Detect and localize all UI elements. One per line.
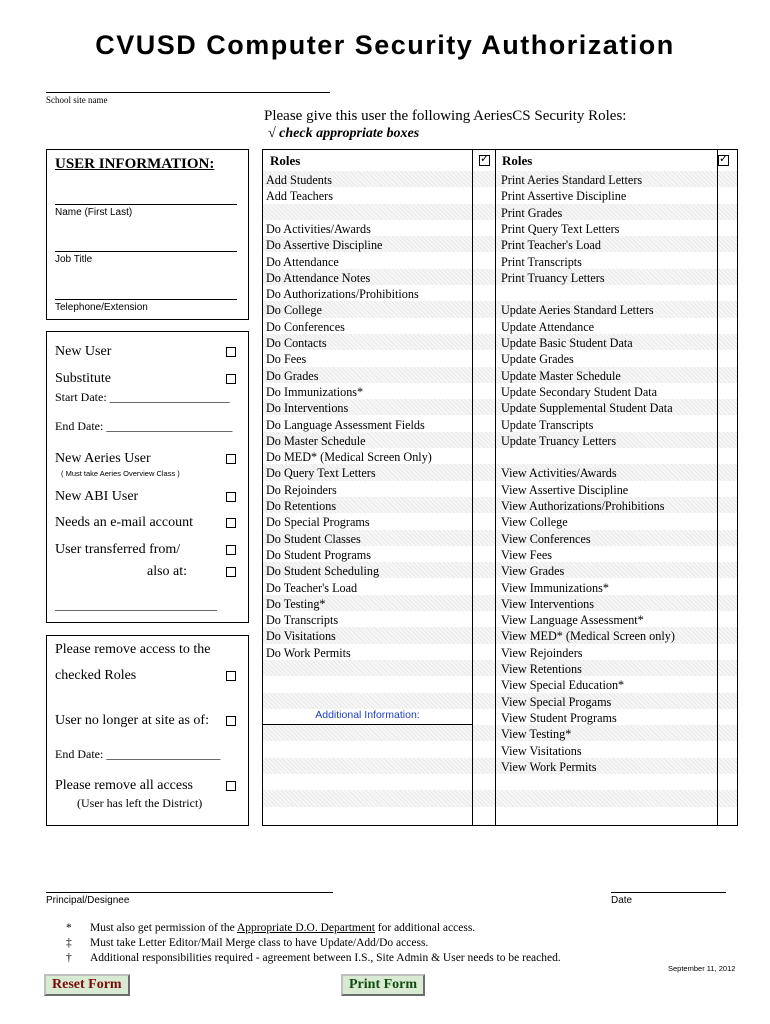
new-user-label: New User	[55, 344, 112, 359]
table-row-stripe	[263, 204, 737, 220]
roles-table	[262, 149, 738, 826]
role-item: Do Teacher's Load	[266, 580, 358, 595]
role-item: View Work Permits	[501, 759, 597, 774]
new-user-checkbox[interactable]	[226, 347, 236, 357]
role-item: Do Visitations	[266, 629, 336, 644]
school-site-label: School site name	[46, 95, 108, 105]
role-item: Update Basic Student Data	[501, 336, 633, 350]
role-item: Print Transcripts	[501, 254, 582, 269]
role-item: View Fees	[501, 547, 553, 562]
name-field[interactable]	[55, 204, 237, 205]
role-item: View College	[501, 515, 568, 530]
role-item: View Special Progams	[501, 694, 612, 709]
role-item: View Visitations	[501, 743, 582, 758]
do-department-link[interactable]: Appropriate D.O. Department	[236, 922, 375, 934]
role-item: Add Students	[266, 173, 333, 187]
new-abi-user-label: New ABI User	[55, 489, 139, 504]
role-item: Do Authorizations/Prohibitions	[266, 287, 419, 302]
role-item: Update Aeries Standard Letters	[501, 303, 654, 318]
no-longer-at-site-checkbox[interactable]	[226, 716, 236, 726]
remove-end-date-field[interactable]: End Date: ___________________	[55, 747, 221, 761]
additional-info-label: Additional Information:	[315, 709, 420, 721]
footnote: † Additional responsibilities required - agreement between I.S., Site Admin & User needs to be reached.	[66, 952, 561, 964]
roles-header-left: Roles	[270, 153, 301, 168]
role-item: Do Work Permits	[266, 645, 351, 660]
end-date-field[interactable]: End Date: _____________________	[55, 419, 233, 433]
role-item: Print Aeries Standard Letters	[501, 173, 643, 187]
role-item: View Assertive Discipline	[501, 482, 629, 497]
left-district-note: (User has left the District)	[77, 796, 203, 810]
roles-header-left-check-icon	[479, 155, 490, 166]
role-item: Do Student Classes	[266, 531, 361, 546]
role-item: Do Master Schedule	[266, 433, 366, 448]
role-item: View Retentions	[501, 662, 582, 676]
date-signature-field[interactable]	[611, 892, 726, 893]
role-item: Do Testing*	[266, 596, 326, 611]
telephone-field[interactable]	[55, 299, 237, 300]
role-item: Do Contacts	[266, 336, 327, 350]
print-form-button[interactable]: Print Form	[341, 974, 425, 996]
new-aeries-user-label: New Aeries User	[55, 451, 151, 466]
role-item: Do Conferences	[266, 319, 345, 334]
role-item: Update Secondary Student Data	[501, 384, 658, 399]
date-label: Date	[611, 895, 633, 906]
role-item: View Immunizations*	[501, 580, 609, 595]
substitute-label: Substitute	[55, 371, 112, 386]
role-item: Update Supplemental Student Data	[501, 401, 673, 416]
aeries-class-note: ( Must take Aeries Overview Class )	[61, 469, 180, 478]
transferred-from-checkbox[interactable]	[226, 545, 236, 555]
role-item: Print Assertive Discipline	[501, 189, 627, 204]
role-item: Do Attendance	[266, 254, 339, 269]
role-item: View Language Assessment*	[501, 613, 644, 628]
job-title-label: Job Title	[55, 254, 93, 265]
role-item: Update Transcripts	[501, 417, 594, 432]
principal-label: Principal/Designee	[46, 895, 130, 906]
instructions-line1: Please give this user the following AeriesCS Security Roles:	[264, 108, 627, 124]
revision-date: September 11, 2012	[668, 964, 736, 973]
reset-form-button[interactable]: Reset Form	[44, 974, 130, 996]
start-date-field[interactable]: Start Date: ____________________	[55, 390, 230, 404]
role-item: Do Immunizations*	[266, 384, 364, 399]
role-item: Do Activities/Awards	[266, 221, 371, 236]
user-info-heading: USER INFORMATION:	[55, 156, 215, 172]
roles-header-right-check-icon	[718, 155, 729, 166]
new-abi-user-checkbox[interactable]	[226, 492, 236, 502]
role-item: Update Grades	[501, 352, 574, 367]
role-item: Print Grades	[501, 205, 563, 220]
needs-email-checkbox[interactable]	[226, 518, 236, 528]
role-item: Do Grades	[266, 368, 319, 383]
user-info-box	[46, 149, 249, 320]
table-row-stripe	[263, 693, 737, 709]
page-title: CVUSD Computer Security Authorization	[95, 30, 675, 60]
remove-checked-roles-checkbox[interactable]	[226, 671, 236, 681]
role-item: Do Special Programs	[266, 515, 370, 530]
instructions-line2: √ check appropriate boxes	[268, 126, 420, 141]
substitute-checkbox[interactable]	[226, 374, 236, 384]
table-row-stripe	[263, 301, 737, 317]
needs-email-label: Needs an e-mail account	[55, 515, 193, 530]
telephone-label: Telephone/Extension	[55, 302, 148, 313]
role-item: Do Language Assessment Fields	[266, 417, 425, 432]
role-item: Do Transcripts	[266, 613, 339, 628]
remove-all-access-checkbox[interactable]	[226, 781, 236, 791]
also-at-label: also at:	[147, 564, 188, 579]
user-options-box	[46, 331, 249, 623]
role-item: Do Attendance Notes	[266, 270, 371, 285]
roles-header-right: Roles	[502, 153, 533, 168]
principal-signature-field[interactable]	[46, 892, 333, 893]
table-row-stripe	[263, 334, 737, 350]
table-row-stripe	[263, 595, 737, 611]
role-item: Print Truancy Letters	[501, 270, 605, 285]
remove-access-label-1: Please remove access to the	[55, 642, 211, 657]
table-row-stripe	[263, 725, 737, 741]
role-item: Update Truancy Letters	[501, 433, 617, 448]
role-item: Do College	[266, 303, 322, 318]
role-item: Do Fees	[266, 352, 307, 367]
role-item: View Interventions	[501, 596, 595, 611]
table-row-stripe	[263, 367, 737, 383]
also-at-checkbox[interactable]	[226, 567, 236, 577]
role-item: View Grades	[501, 564, 565, 579]
role-item: Print Teacher's Load	[501, 238, 601, 253]
role-item: View Authorizations/Prohibitions	[501, 499, 665, 513]
role-item: Do Rejoinders	[266, 482, 337, 497]
role-item: Print Query Text Letters	[501, 221, 620, 236]
remove-access-label-2: checked Roles	[55, 668, 137, 683]
role-item: Do Student Programs	[266, 547, 371, 562]
footnote: * Must also get permission of the Appropriate D.O. Department for additional access.	[66, 922, 476, 934]
role-item: Update Attendance	[501, 319, 595, 334]
no-longer-at-site-label: User no longer at site as of:	[55, 713, 209, 728]
job-title-field[interactable]	[55, 251, 237, 252]
table-row-stripe	[263, 758, 737, 774]
table-row-stripe	[263, 790, 737, 806]
role-item: View Activities/Awards	[501, 466, 617, 481]
role-item: View Rejoinders	[501, 645, 583, 660]
table-row-stripe	[263, 660, 737, 676]
role-item: View Student Programs	[501, 710, 617, 725]
role-item: Add Teachers	[266, 189, 333, 204]
school-site-field[interactable]	[46, 92, 330, 93]
role-item: Do Retentions	[266, 499, 337, 513]
name-label: Name (First Last)	[55, 207, 133, 218]
role-item: Do Interventions	[266, 401, 349, 416]
transfer-site-field[interactable]: ___________________________	[55, 598, 217, 612]
role-item: View Special Education*	[501, 678, 625, 693]
remove-access-box	[46, 635, 249, 826]
transferred-from-label: User transferred from/	[55, 542, 181, 557]
role-item: Do MED* (Medical Screen Only)	[266, 450, 432, 465]
footnote: ‡ Must take Letter Editor/Mail Merge class to have Update/Add/Do access.	[66, 937, 429, 949]
role-item: View Testing*	[501, 727, 572, 742]
role-item: Do Query Text Letters	[266, 466, 376, 481]
role-item: Do Student Scheduling	[266, 564, 380, 579]
role-item: Do Assertive Discipline	[266, 238, 383, 253]
new-aeries-user-checkbox[interactable]	[226, 454, 236, 464]
role-item: View MED* (Medical Screen only)	[501, 629, 675, 644]
role-item: Update Master Schedule	[501, 368, 621, 383]
role-item: View Conferences	[501, 531, 591, 546]
remove-all-access-label: Please remove all access	[55, 778, 193, 793]
table-row-stripe	[263, 171, 737, 187]
